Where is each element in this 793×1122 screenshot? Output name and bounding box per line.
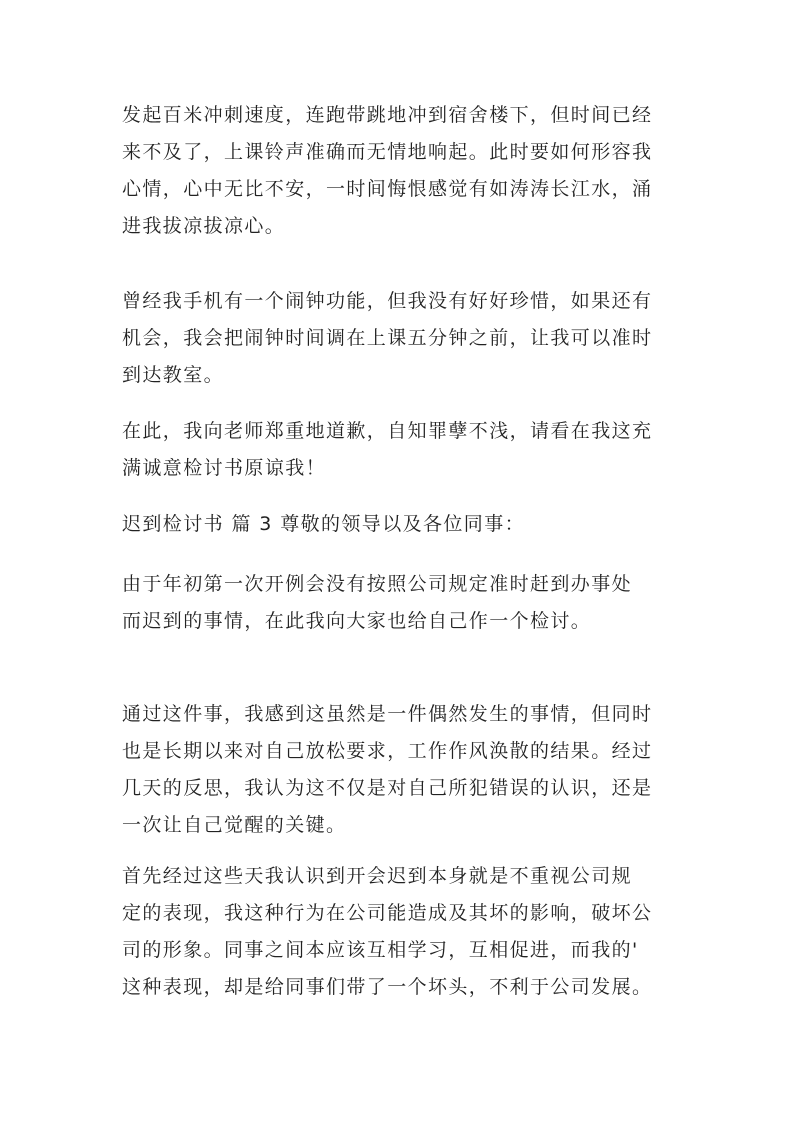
paragraph-apology: 在此，我向老师郑重地道歉，自知罪孽不浅，请看在我这充 满诚意检讨书原谅我！	[122, 420, 653, 479]
paragraph-consequences: 首先经过这些天我认识到开会迟到本身就是不重视公司规 定的表现，我这种行为在公司能造成及其坏的影响，破坏公 司的形象。同事之间本应该互相学习，互相促进，而我的' 这种表现，却是给同事们带了一个坏头，不利于公司发展。	[122, 865, 653, 998]
paragraph-meeting-late: 由于年初第一次开例会没有按照公司规定准时赶到办事处 而迟到的事情，在此我向大家也给自己作一个检讨。	[122, 573, 633, 632]
section-heading-part-3: 迟到检讨书 篇 3 尊敬的领导以及各位同事：	[122, 513, 526, 535]
paragraph-alarm-rush: 发起百米冲刺速度，连跑带跳地冲到宿舍楼下，但时间已经 来不及了，上课铃声准确而无情地响起。此时要如何形容我 心情，心中无比不安，一时间悔恨感觉有如涛涛长江水，涌 进我拔凉拔凉心。	[122, 104, 653, 237]
paragraph-alarm-regret: 曾经我手机有一个闹钟功能，但我没有好好珍惜，如果还有 机会，我会把闹钟时间调在上课五分钟之前，让我可以准时 到达教室。	[122, 290, 653, 386]
paragraph-reflection: 通过这件事，我感到这虽然是一件偶然发生的事情，但同时 也是长期以来对自己放松要求，工作作风涣散的结果。经过 几天的反思，我认为这不仅是对自己所犯错误的认识，还是 一次让自己觉醒的关键。	[122, 703, 653, 836]
